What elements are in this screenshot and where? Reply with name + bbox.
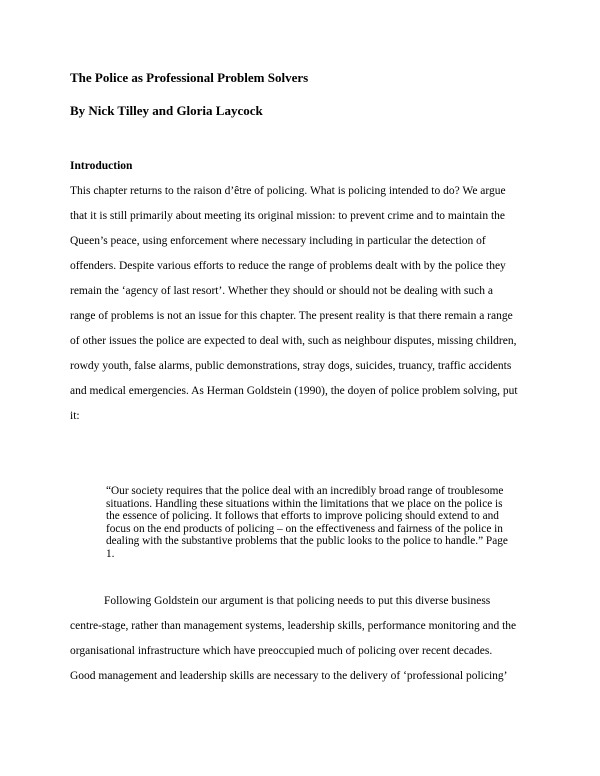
- paragraph-line: of other issues the police are expected to deal with, such as neighbour disputes, missing children,: [70, 335, 517, 347]
- goldstein-quote: [106, 485, 526, 561]
- quote-line: 1.: [106, 547, 115, 560]
- paragraph-line: rowdy youth, false alarms, public demonstrations, stray dogs, suicides, truancy, traffic accidents: [70, 360, 512, 372]
- section-heading-introduction: Introduction: [70, 160, 133, 172]
- intro-paragraph: [70, 179, 530, 429]
- quote-line: “Our society requires that the police deal with an incredibly broad range of troublesome: [106, 485, 504, 497]
- paragraph-line: and medical emergencies. As Herman Goldstein (1990), the doyen of police problem solving, put: [70, 385, 518, 397]
- quote-line: dealing with the substantive problems that the public looks to the police to handle.” Page: [106, 535, 508, 548]
- document-byline: By Nick Tilley and Gloria Laycock: [70, 103, 263, 118]
- paragraph-line: Good management and leadership skills are necessary to the delivery of ‘professional policing’: [70, 670, 508, 682]
- paragraph-line: This chapter returns to the raison d’être of policing. What is policing intended to do? We argue: [70, 185, 506, 197]
- quote-line: the essence of policing. It follows that efforts to improve policing should extend to and: [106, 510, 499, 523]
- quote-line: situations. Handling these situations within the limitations that we place on the police is: [106, 497, 503, 510]
- paragraph-line: Following Goldstein our argument is that policing needs to put this diverse business: [104, 595, 491, 607]
- paragraph-line: Queen’s peace, using enforcement where necessary including in particular the detection of: [70, 235, 486, 247]
- paragraph-line: remain the ‘agency of last resort’. Whether they should or should not be dealing with such a: [70, 285, 493, 297]
- paragraph-line: offenders. Despite various efforts to reduce the range of problems dealt with by the police they: [70, 260, 506, 272]
- following-paragraph: [70, 589, 530, 689]
- paragraph-line: that it is still primarily about meeting its original mission: to prevent crime and to maintain the: [70, 210, 506, 222]
- paragraph-line: it:: [70, 410, 80, 422]
- paragraph-line: organisational infrastructure which have preoccupied much of policing over recent decades.: [70, 645, 493, 657]
- document-title: The Police as Professional Problem Solvers: [70, 70, 309, 85]
- paragraph-line: centre-stage, rather than management systems, leadership skills, performance monitoring and the: [70, 620, 517, 632]
- quote-line: focus on the end products of policing – on the effectiveness and fairness of the police in: [106, 522, 503, 535]
- paragraph-line: range of problems is not an issue for this chapter. The present reality is that there remain a range: [70, 310, 513, 322]
